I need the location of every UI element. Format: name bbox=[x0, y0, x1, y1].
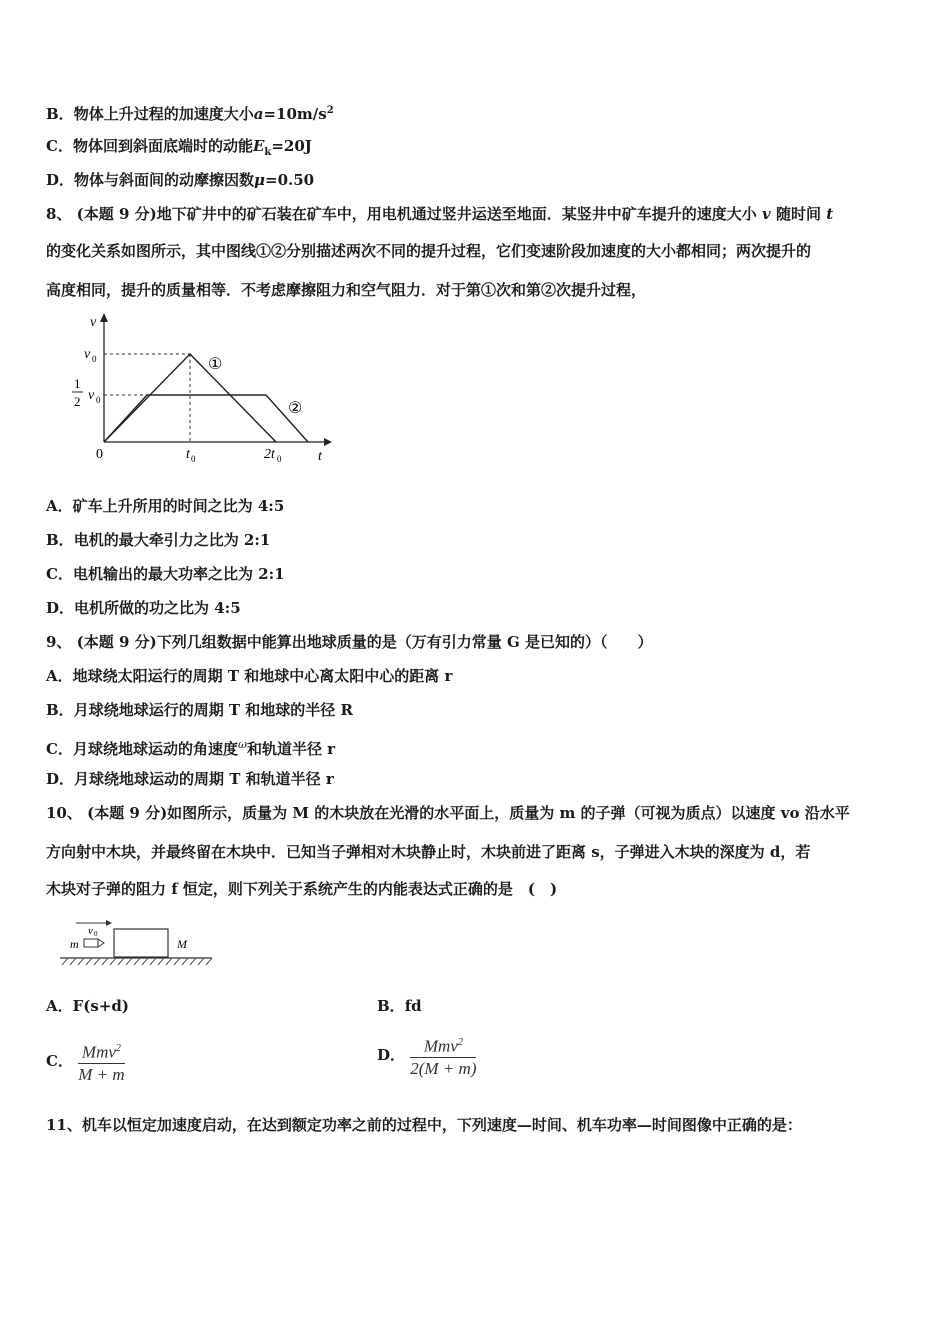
y-axis-label: v bbox=[90, 315, 97, 330]
q10-option-a: A．F(s+d) bbox=[46, 997, 129, 1015]
2t0-sub: 0 bbox=[277, 454, 282, 464]
t0-label: t bbox=[186, 447, 190, 462]
t0-sub: 0 bbox=[191, 454, 196, 464]
2t0-label: 2t bbox=[264, 447, 275, 462]
q10-option-d: D． $\frac{Mmv^2}{2(M + m)}$ bbox=[377, 1030, 476, 1080]
v0-sub: 0 bbox=[92, 354, 97, 364]
q10-stem-line3: 木块对子弹的阻力 f 恒定，则下列关于系统产生的内能表达式正确的是 ( ) bbox=[46, 880, 558, 898]
v0-arrow-icon bbox=[106, 920, 112, 926]
ground-hatching bbox=[62, 958, 212, 965]
bullet bbox=[84, 939, 98, 947]
q9-option-d: D．月球绕地球运动的周期 T 和轨道半径 r bbox=[46, 770, 334, 788]
q8-option-a: A．矿车上升所用的时间之比为 4:5 bbox=[46, 497, 285, 515]
q9-option-c: C．月球绕地球运动的角速度$^\omega$和轨道半径 r bbox=[46, 738, 336, 758]
curve-1-label: ① bbox=[208, 356, 223, 373]
half-num: 1 bbox=[74, 376, 81, 391]
half-den: 2 bbox=[74, 394, 81, 409]
q10-option-d-fraction: $\frac{Mmv^2}{2(M + m)}$ bbox=[410, 1032, 476, 1081]
y-axis-arrow-icon bbox=[100, 313, 108, 322]
q10-option-b: B．fd bbox=[377, 997, 422, 1015]
q10-stem-line2: 方向射中木块，并最终留在木块中．已知当子弹相对木块静止时，木块前进了距离 s，子弹进入木块的深度为 d，若 bbox=[46, 843, 811, 861]
curve-2 bbox=[104, 395, 308, 442]
wood-block bbox=[114, 929, 168, 957]
half-v0-sub: 0 bbox=[96, 395, 101, 405]
q8-vt-graph bbox=[66, 310, 336, 470]
curve-2-label: ② bbox=[288, 400, 303, 417]
q11-stem: 11、机车以恒定加速度启动，在达到额定功率之前的过程中，下列速度—时间、机车功率—时间图像中正确的是： bbox=[46, 1116, 802, 1134]
v0-label: v bbox=[88, 925, 93, 937]
q9-option-a: A．地球绕太阳运行的周期 T 和地球中心离太阳中心的距离 r bbox=[46, 667, 453, 685]
q9-stem: 9、 (本题 9 分)下列几组数据中能算出地球质量的是（万有引力常量 G 是已知的）（ ） bbox=[46, 633, 653, 651]
bullet-tip bbox=[98, 939, 104, 947]
q8-stem-line2: 的变化关系如图所示，其中图线①②分别描述两次不同的提升过程，它们变速阶段加速度的大小都相同；两次提升的 bbox=[46, 242, 812, 260]
q10-block-figure bbox=[58, 912, 218, 972]
x-axis-arrow-icon bbox=[324, 438, 332, 446]
bullet-mass-label: m bbox=[70, 937, 79, 951]
origin-label: 0 bbox=[96, 447, 103, 462]
q7-option-c: C．物体回到斜面底端时的动能$E_k=20J$ bbox=[46, 137, 312, 158]
q8-option-d: D．电机所做的功之比为 4:5 bbox=[46, 599, 241, 617]
half-v0-label: v bbox=[88, 388, 95, 403]
q10-stem-line1: 10、 (本题 9 分)如图所示，质量为 M 的木块放在光滑的水平面上，质量为 m 的子弹（可视为质点）以速度 vo 沿水平 bbox=[46, 804, 850, 822]
q7-option-b: B．物体上升过程的加速度大小$a=10m/s^2$ bbox=[46, 105, 334, 123]
q8-option-c: C．电机输出的最大功率之比为 2:1 bbox=[46, 565, 285, 583]
x-axis-label: t bbox=[318, 449, 322, 464]
q8-stem-line1: 8、 (本题 9 分)地下矿井中的矿石装在矿车中，用电机通过竖井运送至地面．某竖井中矿车提升的速度大小 v 随时间 t bbox=[46, 205, 834, 223]
q8-stem-line3: 高度相同，提升的质量相等．不考虑摩擦阻力和空气阻力．对于第①次和第②次提升过程， bbox=[46, 281, 647, 299]
q8-option-b: B．电机的最大牵引力之比为 2:1 bbox=[46, 531, 271, 549]
v0-sub: 0 bbox=[94, 930, 98, 938]
block-mass-label: M bbox=[177, 937, 187, 951]
q10-option-c: C． $\frac{Mmv^2}{M + m}$ bbox=[46, 1036, 125, 1086]
q7-option-d: D．物体与斜面间的动摩擦因数μ=0.50 bbox=[46, 171, 315, 189]
omega-glyph: ω bbox=[237, 738, 247, 751]
q9-option-b: B．月球绕地球运行的周期 T 和地球的半径 R bbox=[46, 701, 353, 719]
v0-label: v bbox=[84, 347, 91, 362]
q10-option-c-fraction: $\frac{Mmv^2}{M + m}$ bbox=[78, 1038, 124, 1087]
